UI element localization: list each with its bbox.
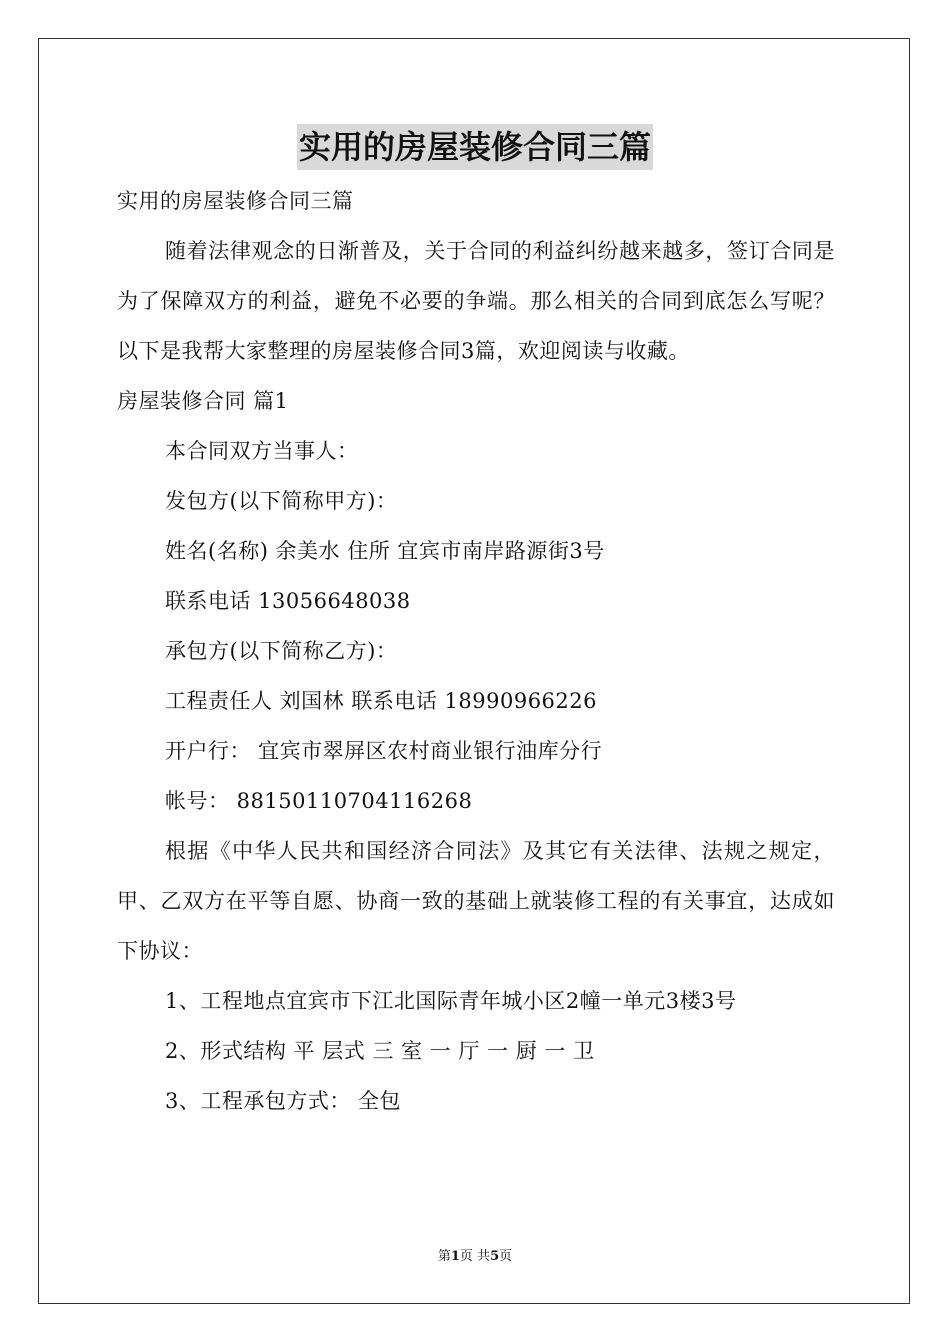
footer-prefix: 第 <box>437 1249 451 1264</box>
account-line: 帐号： 88150110704116268 <box>165 789 473 813</box>
party-b-line: 承包方(以下简称乙方)： <box>165 639 398 663</box>
party-a-name-line: 姓名(名称) 余美水 住所 宜宾市南岸路源街3号 <box>165 539 605 563</box>
party-a-phone-line: 联系电话 13056648038 <box>165 589 411 613</box>
party-b-contact-line: 工程责任人 刘国林 联系电话 18990966226 <box>165 689 597 713</box>
clause-2: 2、形式结构 平 层式 三 室 一 厅 一 厨 一 卫 <box>165 1039 595 1063</box>
title-wrap <box>0 124 950 170</box>
page-footer <box>0 1247 950 1267</box>
document-subtitle: 实用的房屋装修合同三篇 <box>117 189 354 213</box>
footer-middle: 页 共 <box>459 1249 491 1264</box>
footer-suffix: 页 <box>499 1249 513 1264</box>
document-title: 实用的房屋装修合同三篇 <box>297 124 653 170</box>
intro-paragraph: 随着法律观念的日渐普及，关于合同的利益纠纷越来越多，签订合同是为了保障双方的利益，避免不必要的争端。那么相关的合同到底怎么写呢？以下是我帮大家整理的房屋装修合同3篇，欢迎阅读与收藏。 <box>117 239 835 363</box>
bank-line: 开户行： 宜宾市翠屏区农村商业银行油库分行 <box>165 739 603 763</box>
parties-line: 本合同双方当事人： <box>165 439 359 463</box>
footer-current-page: 1 <box>450 1249 460 1264</box>
document-body <box>117 176 835 1126</box>
basis-paragraph: 根据《中华人民共和国经济合同法》及其它有关法律、法规之规定，甲、乙双方在平等自愿、协商一致的基础上就装修工程的有关事宜，达成如下协议： <box>117 839 835 963</box>
section-heading: 房屋装修合同 篇1 <box>117 389 289 413</box>
clause-3: 3、工程承包方式： 全包 <box>165 1089 402 1113</box>
footer-total-pages: 5 <box>490 1249 500 1264</box>
clause-1: 1、工程地点宜宾市下江北国际青年城小区2幢一单元3楼3号 <box>165 989 737 1013</box>
party-a-line: 发包方(以下简称甲方)： <box>165 489 398 513</box>
